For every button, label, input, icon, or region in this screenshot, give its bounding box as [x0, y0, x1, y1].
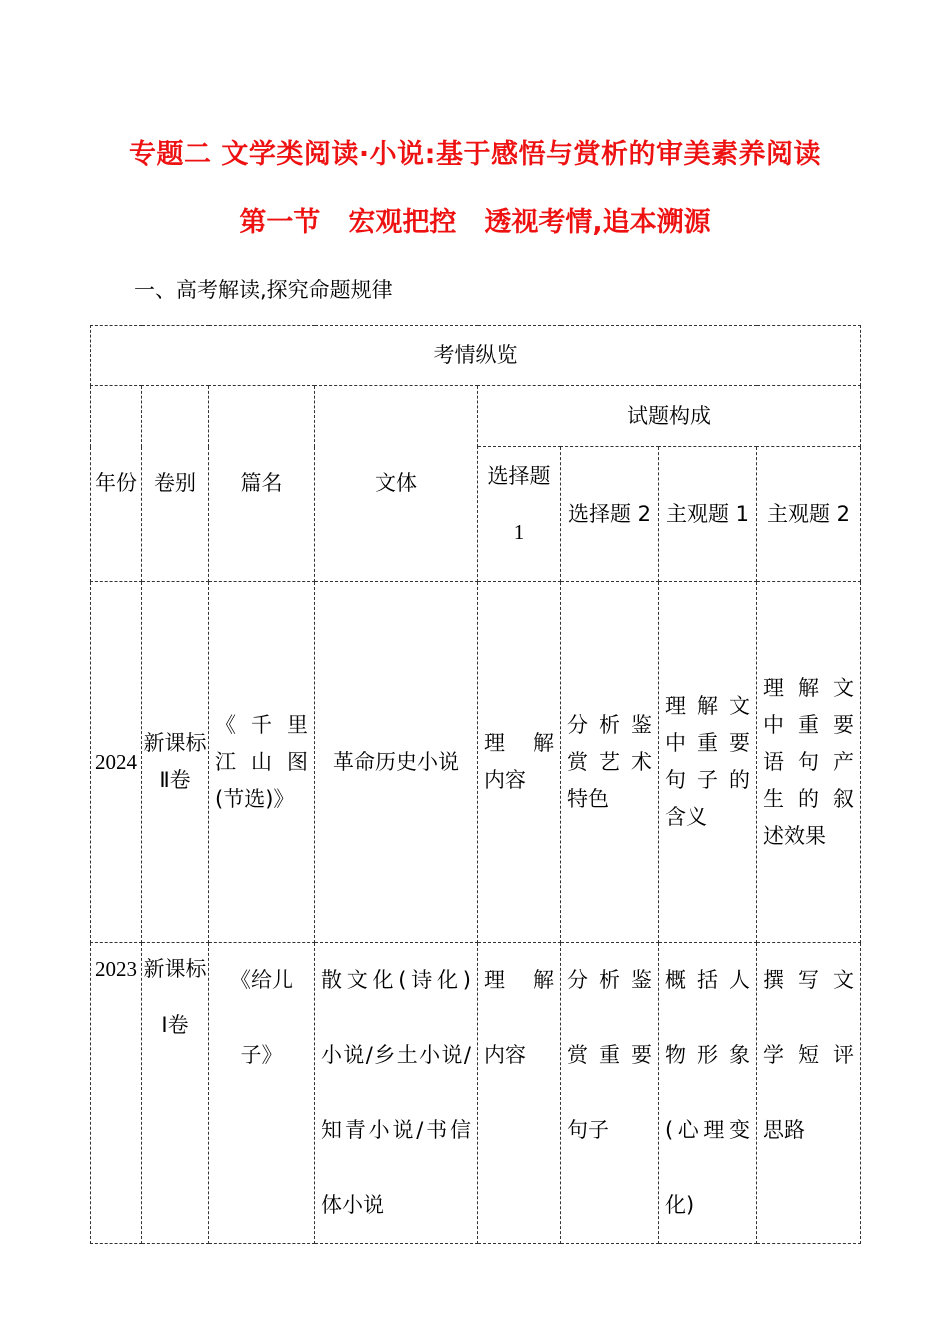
row-2023-choice-1 [478, 943, 561, 1244]
table-caption: 考情纵览 [91, 326, 861, 386]
row-2024-subjective-2-line: 述效果 [763, 823, 826, 848]
row-2023-genre-line: 知青小说/书信 [321, 1118, 471, 1142]
exam-overview-table [90, 325, 861, 1244]
section-heading: 一、高考解读,探究命题规律 [134, 278, 393, 302]
row-2023-subjective-2-line: 学短评 [763, 1043, 854, 1067]
page-title: 专题二 文学类阅读·小说:基于感悟与赏析的审美素养阅读 [129, 139, 821, 170]
section-subtitle [0, 200, 950, 239]
row-2023-genre [315, 943, 478, 1244]
row-2024-title-line: (节选)》 [215, 786, 295, 811]
row-2024-paper-line: 新课标 [143, 731, 207, 755]
row-2023-subjective-1-line: 概括人 [665, 968, 750, 992]
row-2024-subjective-2-line: 中重要 [763, 712, 854, 737]
row-2024-title-line: 《千里 [215, 712, 308, 737]
row-2023-subjective-1 [659, 943, 757, 1244]
row-2024-subjective-2-line: 语句产 [763, 749, 854, 774]
header-choice-1-text: 选择题 [487, 464, 551, 488]
row-2023-subjective-2-line: 撰写文 [763, 968, 854, 992]
row-2024-paper-line: Ⅱ卷 [159, 768, 191, 792]
row-2023-year: 2023 [91, 943, 142, 1244]
row-2024-subjective-1-line: 理解文 [665, 694, 750, 718]
table-header-row [91, 386, 861, 447]
header-choice-2: 选择题 2 [561, 447, 659, 582]
row-2023-subjective-2 [757, 943, 861, 1244]
row-2024-subjective-2 [757, 582, 861, 943]
row-2023-subjective-1-line: 化) [665, 1193, 695, 1217]
row-2024-choice-1-line: 内容 [484, 768, 526, 792]
table-row [91, 943, 861, 1244]
row-2024-subjective-2-line: 生的叙 [763, 786, 854, 811]
row-2024-title [209, 582, 315, 943]
row-2023-title [209, 943, 315, 1244]
row-2023-genre-line: 体小说 [321, 1193, 384, 1217]
row-2024-choice-2 [561, 582, 659, 943]
header-title: 篇名 [209, 386, 315, 582]
row-2023-paper-line: 新课标 [143, 957, 207, 981]
row-2023-title-line: 《给儿 [230, 968, 293, 992]
header-subjective-1: 主观题 1 [659, 447, 757, 582]
row-2023-choice-1-line: 内容 [484, 1043, 526, 1067]
row-2024-subjective-2-line: 理解文 [763, 675, 854, 700]
table-caption-row [91, 326, 861, 386]
row-2024-title-line: 江山图 [215, 749, 308, 774]
row-2024-choice-2-line: 分析鉴 [567, 712, 652, 737]
row-2023-subjective-2-line: 思路 [763, 1118, 805, 1142]
row-2024-year: 2024 [91, 582, 142, 943]
table-row [91, 582, 861, 943]
header-subjective-2: 主观题 2 [757, 447, 861, 582]
row-2024-genre: 革命历史小说 [315, 582, 478, 943]
header-genre: 文体 [315, 386, 478, 582]
row-2023-choice-1-line: 理解 [484, 968, 554, 992]
header-question-structure: 试题构成 [478, 386, 861, 447]
row-2024-choice-2-line: 特色 [567, 786, 609, 811]
row-2024-subjective-1 [659, 582, 757, 943]
header-paper: 卷别 [142, 386, 209, 582]
subtitle-part-1: 第一节 [239, 207, 321, 238]
row-2023-subjective-1-line: (心理变 [665, 1118, 750, 1142]
header-choice-1 [478, 447, 561, 582]
row-2023-choice-2-line: 句子 [567, 1118, 609, 1142]
subtitle-part-2: 宏观把控 [348, 207, 457, 238]
header-choice-1-number: 1 [513, 520, 525, 544]
row-2024-subjective-1-line: 中重要 [665, 731, 750, 755]
row-2023-subjective-1-line: 物形象 [665, 1043, 750, 1067]
row-2023-choice-2 [561, 943, 659, 1244]
row-2023-choice-2-line: 赏重要 [567, 1043, 652, 1067]
row-2023-paper-line: Ⅰ卷 [161, 1013, 189, 1037]
row-2023-choice-2-line: 分析鉴 [567, 968, 652, 992]
row-2024-paper [142, 582, 209, 943]
row-2024-choice-1-line: 理解 [484, 731, 554, 755]
row-2024-subjective-1-line: 含义 [665, 805, 707, 829]
row-2023-genre-line: 散文化(诗化) [321, 968, 471, 992]
row-2024-subjective-1-line: 句子的 [665, 768, 750, 792]
header-year: 年份 [91, 386, 142, 582]
row-2023-genre-line: 小说/乡土小说/ [321, 1043, 471, 1067]
row-2024-choice-1 [478, 582, 561, 943]
subtitle-part-3: 透视考情,追本溯源 [484, 207, 711, 238]
row-2023-title-line: 子》 [240, 1043, 283, 1067]
row-2024-choice-2-line: 赏艺术 [567, 749, 652, 774]
row-2023-paper [142, 943, 209, 1244]
